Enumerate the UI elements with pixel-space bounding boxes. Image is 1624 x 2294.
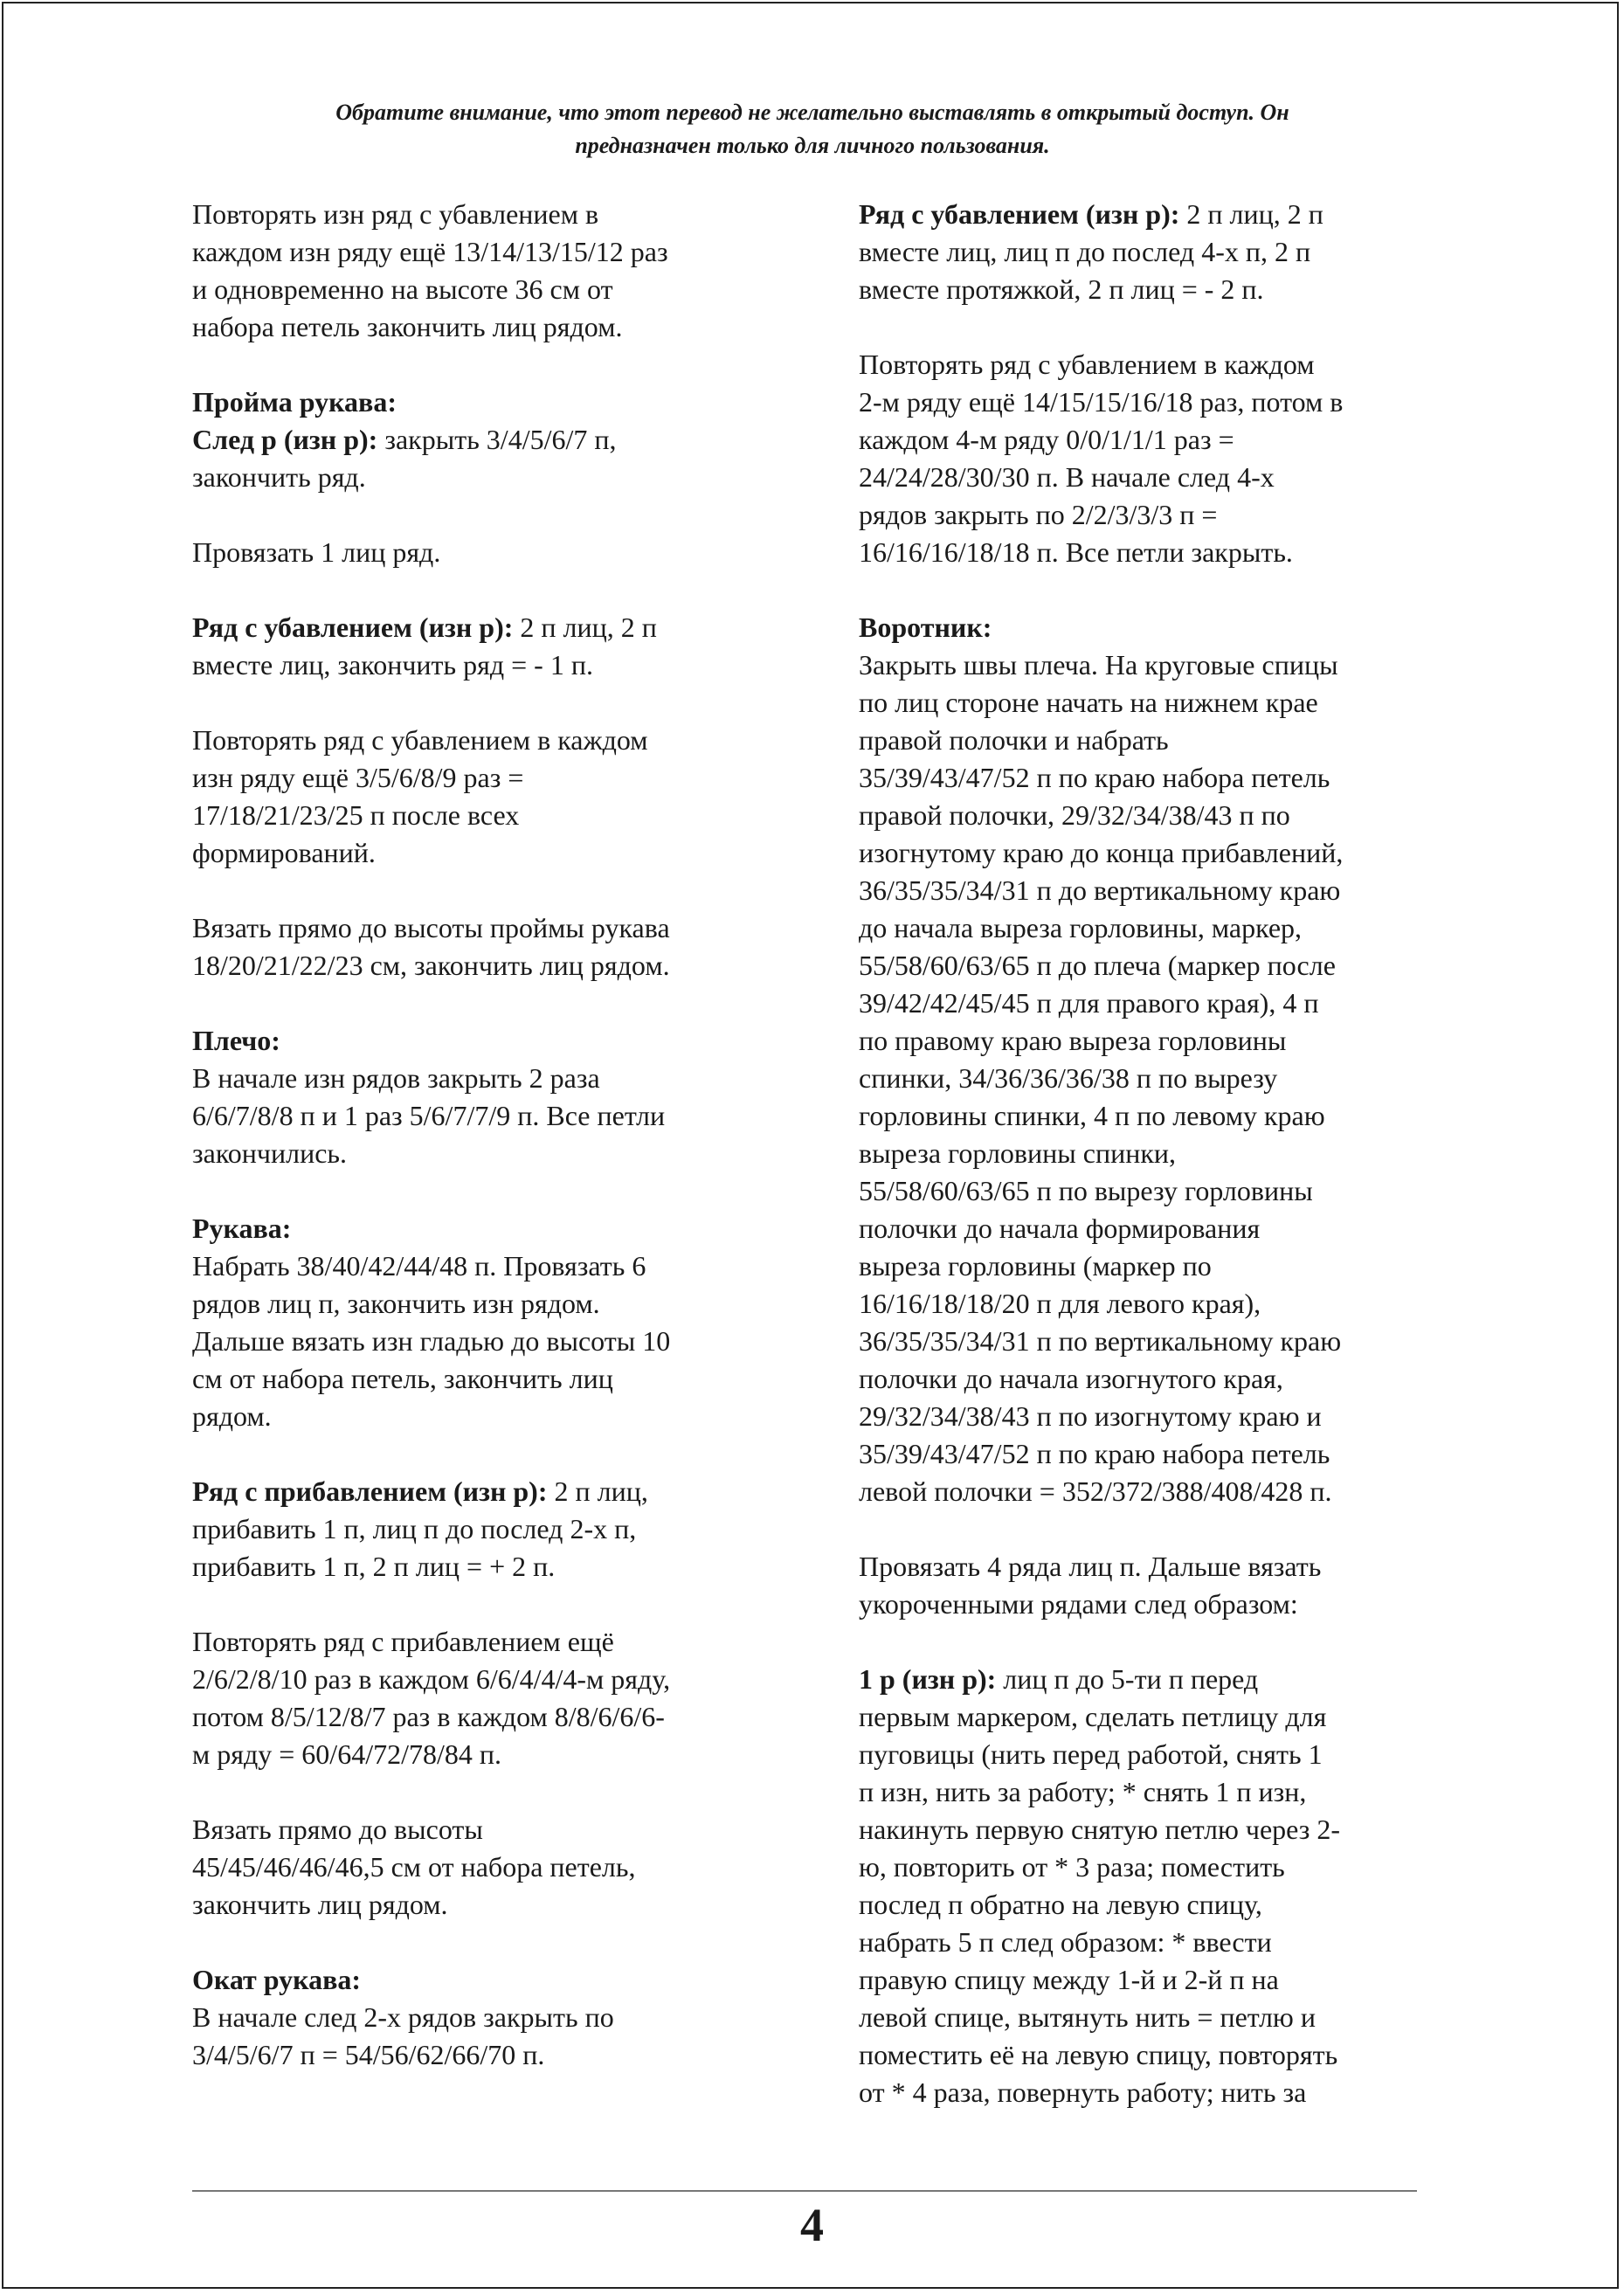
text-line: выреза горловины спинки, <box>859 1137 1177 1169</box>
text-line: 18/20/21/22/23 см, закончить лиц рядом. <box>192 950 670 981</box>
text-line: изогнутому краю до конца прибавлений, <box>859 837 1344 868</box>
text-line: В начале след 2-х рядов закрыть по <box>192 2001 614 2033</box>
text-line: 55/58/60/63/65 п по вырезу горловины <box>859 1175 1313 1206</box>
text-line: прибавить 1 п, лиц п до послед 2-х п, <box>192 1513 637 1544</box>
text-line: правой полочки, 29/32/34/38/43 п по <box>859 799 1290 831</box>
text-line: 24/24/28/30/30 п. В начале след 4-х <box>859 461 1275 493</box>
text-line: укороченными рядами след образом: <box>859 1588 1298 1620</box>
text-line: 3/4/5/6/7 п = 54/56/62/66/70 п. <box>192 2039 545 2070</box>
text-line: 2-м ряду ещё 14/15/15/16/18 раз, потом в <box>859 386 1344 418</box>
section-armhole <box>192 383 804 496</box>
row-text: лиц п до 5-ти п перед <box>996 1663 1259 1695</box>
text-line: вместе лиц, лиц п до послед 4-х п, 2 п <box>859 236 1311 267</box>
text-line: каждом изн ряду ещё 13/14/13/15/12 раз <box>192 236 668 267</box>
text-line: Повторять ряд с убавлением в каждом <box>192 724 648 756</box>
text-line: спинки, 34/36/36/36/38 п по вырезу <box>859 1062 1278 1094</box>
paragraph <box>859 1548 1470 1623</box>
text-line: поместить её на левую спицу, повторять <box>859 2039 1338 2070</box>
row-label: Ряд с прибавлением (изн р): <box>192 1475 548 1507</box>
paragraph <box>192 534 804 571</box>
paragraph <box>859 346 1470 571</box>
section-heading: Рукава: <box>192 1213 292 1244</box>
text-line <box>859 196 1470 233</box>
text-line: Провязать 4 ряда лиц п. Дальше вязать <box>859 1551 1322 1582</box>
text-line: пуговицы (нить перед работой, снять 1 <box>859 1738 1323 1770</box>
text-line: по правому краю выреза горловины <box>859 1025 1287 1056</box>
notice <box>122 96 1503 162</box>
notice-line: предназначен только для личного пользования. <box>575 133 1050 158</box>
paragraph <box>192 909 804 985</box>
text-line: Вязать прямо до высоты <box>192 1814 483 1845</box>
text-line: набора петель закончить лиц рядом. <box>192 311 623 342</box>
paragraph <box>192 722 804 872</box>
text-line <box>192 1473 804 1510</box>
text-line: ю, повторить от * 3 раза; поместить <box>859 1851 1285 1883</box>
text-line <box>192 421 804 459</box>
text-line: 16/16/18/18/20 п для левого края), <box>859 1288 1261 1319</box>
text-line: Дальше вязать изн гладью до высоты 10 <box>192 1325 671 1357</box>
notice-line: Обратите внимание, что этот перевод не желательно выставлять в открытый доступ. Он <box>335 100 1289 125</box>
text-line: левой полочки = 352/372/388/408/428 п. <box>859 1475 1332 1507</box>
paragraph <box>192 609 804 684</box>
text-line: 55/58/60/63/65 п до плеча (маркер после <box>859 950 1336 981</box>
text-line: послед п обратно на левую спицу, <box>859 1889 1262 1920</box>
row-text: 2 п лиц, 2 п <box>1179 198 1323 230</box>
text-line: 16/16/16/18/18 п. Все петли закрыть. <box>859 536 1293 568</box>
section-sleeve-cap <box>192 1961 804 2074</box>
row-label: Ряд с убавлением (изн р): <box>859 198 1180 230</box>
right-column <box>859 196 1470 2149</box>
text-line: первым маркером, сделать петлицу для <box>859 1701 1327 1732</box>
paragraph <box>192 1811 804 1924</box>
text-line: вместе лиц, закончить ряд = - 1 п. <box>192 649 593 681</box>
left-column <box>192 196 804 2111</box>
text-line <box>192 609 804 646</box>
text-line <box>859 1661 1470 1698</box>
text-line: набрать 5 п след образом: * ввести <box>859 1926 1272 1958</box>
text-line: Вязать прямо до высоты проймы рукава <box>192 912 670 943</box>
text-line: 29/32/34/38/43 п по изогнутому краю и <box>859 1400 1322 1432</box>
text-line: полочки до начала формирования <box>859 1213 1261 1244</box>
text-line: потом 8/5/12/8/7 раз в каждом 8/8/6/6/6- <box>192 1701 665 1732</box>
paragraph <box>192 196 804 346</box>
text-line: от * 4 раза, повернуть работу; нить за <box>859 2076 1307 2108</box>
text-line: см от набора петель, закончить лиц <box>192 1363 613 1394</box>
text-line: Повторять ряд с прибавлением ещё <box>192 1626 614 1657</box>
text-line: 17/18/21/23/25 п после всех <box>192 799 520 831</box>
text-line: выреза горловины (маркер по <box>859 1250 1212 1282</box>
text-line: п изн, нить за работу; * снять 1 п изн, <box>859 1776 1307 1807</box>
text-line: 35/39/43/47/52 п по краю набора петель <box>859 1438 1330 1469</box>
text-line: правую спицу между 1-й и 2-й п на <box>859 1964 1279 1995</box>
paragraph <box>192 1473 804 1586</box>
text-line: закончить ряд. <box>192 461 366 493</box>
row-label: Ряд с убавлением (изн р): <box>192 612 514 643</box>
text-line: 36/35/35/34/31 п по вертикальному краю <box>859 1325 1342 1357</box>
text-line: 6/6/7/8/8 п и 1 раз 5/6/7/7/9 п. Все петли <box>192 1100 666 1131</box>
section-collar <box>859 609 1470 1510</box>
section-heading: Окат рукава: <box>192 1964 361 1995</box>
text-line: Закрыть швы плеча. На круговые спицы <box>859 649 1338 681</box>
text-line: по лиц стороне начать на нижнем крае <box>859 687 1318 718</box>
section-heading: Плечо: <box>192 1025 280 1056</box>
row-text: закрыть 3/4/5/6/7 п, <box>377 424 617 455</box>
paragraph <box>859 196 1470 308</box>
text-line: до начала выреза горловины, маркер, <box>859 912 1303 943</box>
text-line: правой полочки и набрать <box>859 724 1169 756</box>
text-line: м ряду = 60/64/72/78/84 п. <box>192 1738 501 1770</box>
section-heading: Воротник: <box>859 612 992 643</box>
row-label: 1 р (изн р): <box>859 1663 997 1695</box>
text-line: 39/42/42/45/45 п для правого края), 4 п <box>859 987 1319 1019</box>
text-line: Набрать 38/40/42/44/48 п. Провязать 6 <box>192 1250 646 1282</box>
text-line: формирований. <box>192 837 376 868</box>
text-line: полочки до начала изогнутого края, <box>859 1363 1283 1394</box>
footer-divider <box>192 2190 1417 2192</box>
text-line: горловины спинки, 4 п по левому краю <box>859 1100 1325 1131</box>
text-line: 35/39/43/47/52 п по краю набора петель <box>859 762 1330 793</box>
text-line: В начале изн рядов закрыть 2 раза <box>192 1062 600 1094</box>
text-line: рядов лиц п, закончить изн рядом. <box>192 1288 600 1319</box>
text-line: Повторять изн ряд с убавлением в <box>192 198 599 230</box>
text-line: закончились. <box>192 1137 347 1169</box>
text-line: закончить лиц рядом. <box>192 1889 448 1920</box>
text-line: рядом. <box>192 1400 272 1432</box>
text-line: вместе протяжкой, 2 п лиц = - 2 п. <box>859 273 1264 305</box>
section-heading: Пройма рукава: <box>192 386 397 418</box>
text-line: 36/35/35/34/31 п до вертикальному краю <box>859 874 1341 906</box>
text-line: Провязать 1 лиц ряд. <box>192 536 441 568</box>
text-line: и одновременно на высоте 36 см от <box>192 273 613 305</box>
text-line: левой спице, вытянуть нить = петлю и <box>859 2001 1316 2033</box>
row-text: 2 п лиц, 2 п <box>513 612 657 643</box>
text-line: 2/6/2/8/10 раз в каждом 6/6/4/4/4-м ряду, <box>192 1663 671 1695</box>
text-line: каждом 4-м ряду 0/0/1/1/1 раз = <box>859 424 1234 455</box>
row-label: След р (изн р): <box>192 424 378 455</box>
text-line: рядов закрыть по 2/2/3/3/3 п = <box>859 499 1218 530</box>
section-sleeves <box>192 1210 804 1435</box>
section-shoulder <box>192 1022 804 1172</box>
text-line: изн ряду ещё 3/5/6/8/9 раз = <box>192 762 524 793</box>
text-line: прибавить 1 п, 2 п лиц = + 2 п. <box>192 1551 556 1582</box>
text-line: 45/45/46/46/46,5 см от набора петель, <box>192 1851 636 1883</box>
text-line: накинуть первую снятую петлю через 2- <box>859 1814 1341 1845</box>
row-text: 2 п лиц, <box>547 1475 648 1507</box>
page-number: 4 <box>800 2199 824 2251</box>
text-line: Повторять ряд с убавлением в каждом <box>859 349 1315 380</box>
paragraph <box>192 1623 804 1773</box>
paragraph <box>859 1661 1470 2111</box>
